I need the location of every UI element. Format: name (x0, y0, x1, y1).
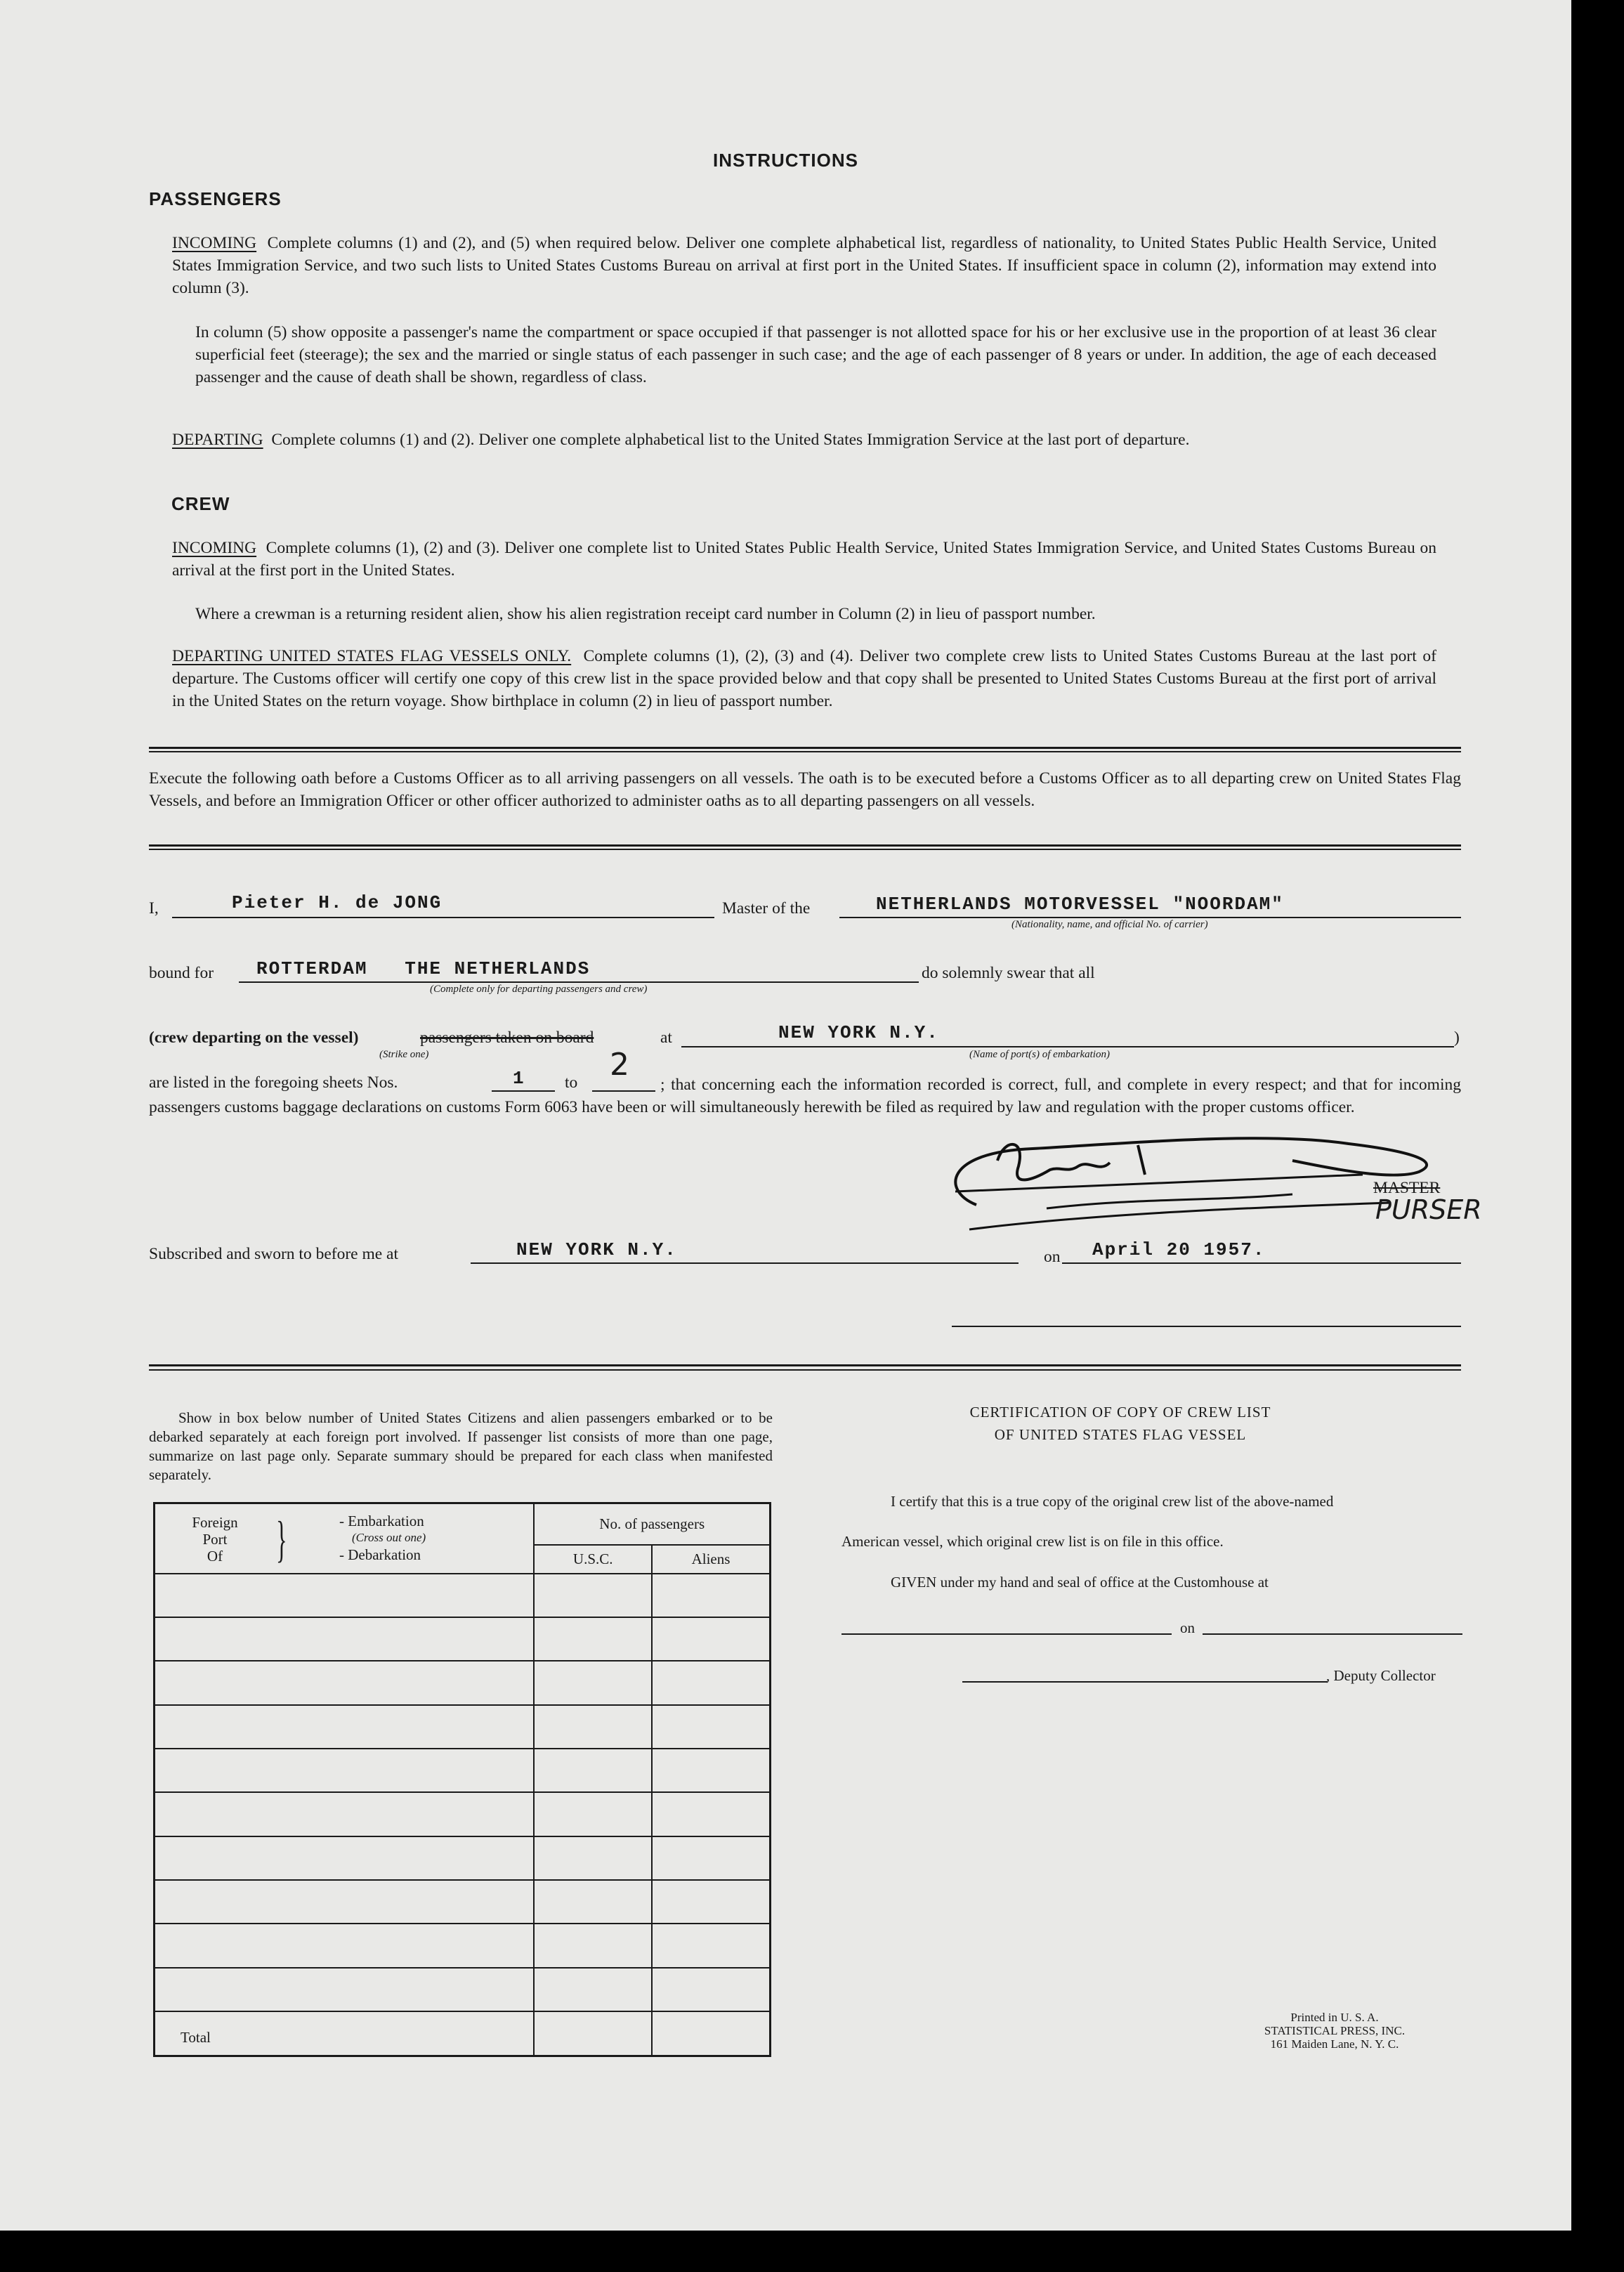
to-label: to (565, 1073, 578, 1092)
sheets-suffix: ; that concerning each the information recorded is correct, full, and complete in every respect; and that for incoming passengers customs baggage declarations on customs Form 6063 have been or will simultaneously herewith be filed as required by law and regulation with the proper customs officer. (149, 1076, 1461, 1116)
master-name-line (172, 917, 714, 918)
struck-passengers-text: passengers taken on board (420, 1029, 594, 1047)
usc-cell[interactable] (534, 1924, 652, 1967)
no-passengers-header: No. of passengers (534, 1503, 770, 1545)
deputy-collector-line[interactable] (962, 1681, 1328, 1683)
aliens-cell[interactable] (652, 1836, 771, 1880)
usc-cell[interactable] (534, 1705, 652, 1749)
divider-rule (149, 747, 1461, 749)
passengers-heading: PASSENGERS (149, 188, 282, 209)
certification-title (839, 1401, 1401, 1446)
purser-handwritten: PURSER (1375, 1194, 1482, 1225)
cert-date-line[interactable] (1203, 1633, 1462, 1635)
usc-header: U.S.C. (534, 1545, 652, 1574)
table-row[interactable] (155, 1617, 535, 1661)
table-row[interactable] (155, 1705, 535, 1749)
divider-rule (149, 844, 1461, 847)
passengers-incoming-label: INCOMING (172, 234, 257, 252)
aliens-cell[interactable] (652, 1705, 771, 1749)
divider-rule (149, 1369, 1461, 1371)
embarkation-label: - Embarkation (339, 1513, 424, 1529)
crew-incoming-text: Complete columns (1), (2) and (3). Deliver one complete list to United States Public Health Service, United States Immigration Service, and United States Customs Bureau on arrival at the first port in the United States. (172, 539, 1436, 580)
sworn-place-line (471, 1262, 1019, 1264)
printer-line3: 161 Maiden Lane, N. Y. C. (1270, 2037, 1399, 2051)
passengers-departing-label: DEPARTING (172, 431, 263, 449)
master-of-label: Master of the (722, 899, 811, 918)
at-label: at (660, 1029, 672, 1047)
col-foreign-label: Foreign (192, 1514, 238, 1531)
usc-cell[interactable] (534, 1836, 652, 1880)
bound-for-label: bound for (149, 964, 214, 982)
debarkation-label: - Debarkation (339, 1546, 421, 1563)
aliens-cell[interactable] (652, 1617, 771, 1661)
table-row[interactable] (155, 1836, 535, 1880)
crew-departing-label: DEPARTING UNITED STATES FLAG VESSELS ONLY. (172, 647, 572, 665)
brace-glyph: } (276, 1511, 287, 1567)
passenger-summary-table (153, 1502, 771, 2057)
usc-cell[interactable] (534, 1661, 652, 1704)
master-name-value: Pieter H. de JONG (232, 892, 443, 913)
aliens-cell[interactable] (652, 1661, 771, 1704)
master-label-struck: MASTER (1373, 1179, 1441, 1197)
col-port-label: Port (202, 1531, 228, 1548)
crew-departing-label: (crew departing on the vessel) (149, 1029, 359, 1047)
deputy-collector-label: , Deputy Collector (1326, 1667, 1436, 1684)
crew-resident-paragraph: Where a crewman is a returning resident alien, show his alien registration receipt card number in Column (2) in lieu of passport number. (195, 605, 1096, 623)
passengers-incoming-paragraph (172, 232, 1436, 299)
passengers-departing-paragraph (172, 429, 1436, 451)
table-row[interactable] (155, 1880, 535, 1924)
port-line (681, 1046, 1454, 1047)
col-of-label: Of (207, 1548, 223, 1565)
oath-intro-paragraph: Execute the following oath before a Customs Officer as to all arriving passengers on all vessels. The oath is to be executed before a Customs Officer as to all departing crew on United States Flag Vessels, and before an Immigration Officer or other officer authorized to administer oaths as to all departing passengers on all vessels. (149, 769, 1461, 810)
port-header-cell (155, 1503, 535, 1574)
certify-line1: I certify that this is a true copy of the original crew list of the above-named (891, 1493, 1334, 1510)
aliens-cell[interactable] (652, 1792, 771, 1836)
cross-out-caption: (Cross out one) (352, 1531, 426, 1544)
destination-line (239, 981, 919, 983)
table-row[interactable] (155, 1968, 535, 2011)
usc-cell[interactable] (534, 1749, 652, 1792)
subscribed-label: Subscribed and sworn to before me at (149, 1245, 399, 1263)
aliens-cell[interactable] (652, 1924, 771, 1967)
aliens-cell[interactable] (652, 1968, 771, 2011)
crew-incoming-label: INCOMING (172, 539, 257, 557)
sworn-on-label: on (1044, 1248, 1061, 1266)
swear-label: do solemnly swear that all (922, 964, 1095, 982)
passengers-incoming-text: Complete columns (1) and (2), and (5) when required below. Deliver one complete alphabetical list, regardless of nationality, to United States Public Health Service, United States Immigration Service, and two such lists to United States Customs Bureau on arrival at first port in the United States. If insufficient space in column (2), information may extend into column (3). (172, 234, 1436, 297)
total-label: Total (155, 2011, 535, 2056)
vessel-value: NETHERLANDS MOTORVESSEL "NOORDAM" (876, 894, 1284, 915)
usc-cell[interactable] (534, 1617, 652, 1661)
table-row[interactable] (155, 1792, 535, 1836)
destination-value: ROTTERDAM THE NETHERLANDS (256, 958, 591, 979)
destination-caption: (Complete only for departing passengers and crew) (430, 984, 648, 995)
cert-on-label: on (1180, 1619, 1195, 1636)
table-row[interactable] (155, 1749, 535, 1792)
strike-caption: (Strike one) (379, 1049, 429, 1060)
sworn-date-line (1062, 1262, 1461, 1264)
usc-cell[interactable] (534, 1968, 652, 2011)
sheet-to-value: 2 (610, 1047, 629, 1083)
divider-rule (149, 1364, 1461, 1366)
certify-line2: American vessel, which original crew list is on file in this office. (842, 1533, 1224, 1550)
oath-i-label: I, (149, 899, 159, 918)
total-usc-cell[interactable] (534, 2011, 652, 2056)
sworn-date-value: April 20 1957. (1092, 1239, 1266, 1260)
port-caption: (Name of port(s) of embarkation) (969, 1049, 1110, 1060)
vessel-line (839, 917, 1461, 918)
given-text: GIVEN under my hand and seal of office at the Customhouse at (891, 1574, 1269, 1591)
sheets-prefix: are listed in the foregoing sheets Nos. (149, 1073, 398, 1092)
port-value: NEW YORK N.Y. (778, 1022, 939, 1043)
crew-heading: CREW (171, 493, 230, 514)
total-aliens-cell[interactable] (652, 2011, 771, 2056)
crew-incoming-paragraph (172, 537, 1436, 582)
usc-cell[interactable] (534, 1574, 652, 1617)
summary-instructions: Show in box below number of United States Citizens and alien passengers embarked or to be debarked separately at each foreign port involved. If passenger list consists of more than one page, summarize on last page only. Separate summary should be prepared for each class when manifested separately. (149, 1409, 773, 1483)
sheet-from-value: 1 (513, 1068, 525, 1089)
aliens-cell[interactable] (652, 1880, 771, 1924)
printer-line1: Printed in U. S. A. (1290, 2011, 1379, 2024)
crew-departing-text: Complete columns (1), (2), (3) and (4). Deliver two complete crew lists to United States Customs Bureau at the last port of departure. The Customs officer will certify one copy of this crew list in the space provided below and that copy shall be presented to United States Customs Bureau at the first port of arrival in the United States on the return voyage. Show birthplace in column (2) in lieu of passport number. (172, 647, 1437, 710)
certification-title-line1: CERTIFICATION OF COPY OF CREW LIST (969, 1404, 1271, 1421)
divider-rule (149, 751, 1461, 752)
usc-cell[interactable] (534, 1792, 652, 1836)
aliens-cell[interactable] (652, 1749, 771, 1792)
vessel-caption: (Nationality, name, and official No. of carrier) (1011, 919, 1208, 930)
printer-line2: STATISTICAL PRESS, INC. (1264, 2024, 1406, 2037)
aliens-header: Aliens (652, 1545, 771, 1574)
table-row[interactable] (155, 1924, 535, 1967)
aliens-cell[interactable] (652, 1574, 771, 1617)
passengers-column5-paragraph: In column (5) show opposite a passenger's name the compartment or space occupied if that passenger is not allotted space for his or her exclusive use in the proportion of at least 36 clear superficial feet (steerage); the sex and the married or single status of each passenger in such case; and the age of each passenger of 8 years or under. In addition, the age of each deceased passenger and the cause of death shall be shown, regardless of class. (195, 323, 1436, 386)
table-row[interactable] (155, 1661, 535, 1704)
customhouse-line[interactable] (842, 1633, 1172, 1635)
sworn-place-value: NEW YORK N.Y. (516, 1239, 677, 1260)
table-row[interactable] (155, 1574, 535, 1617)
close-paren: ) (1454, 1029, 1460, 1047)
certification-title-line2: OF UNITED STATES FLAG VESSEL (994, 1426, 1247, 1443)
crew-departing-paragraph (172, 645, 1436, 712)
divider-rule (149, 849, 1461, 850)
passengers-departing-text: Complete columns (1) and (2). Deliver one complete alphabetical list to the United States Immigration Service at the last port of departure. (271, 431, 1190, 449)
master-signature (927, 1124, 1531, 1243)
officer-signature-line (952, 1326, 1461, 1327)
usc-cell[interactable] (534, 1880, 652, 1924)
printer-imprint (1215, 2011, 1454, 2051)
page-title: INSTRUCTIONS (713, 150, 858, 171)
